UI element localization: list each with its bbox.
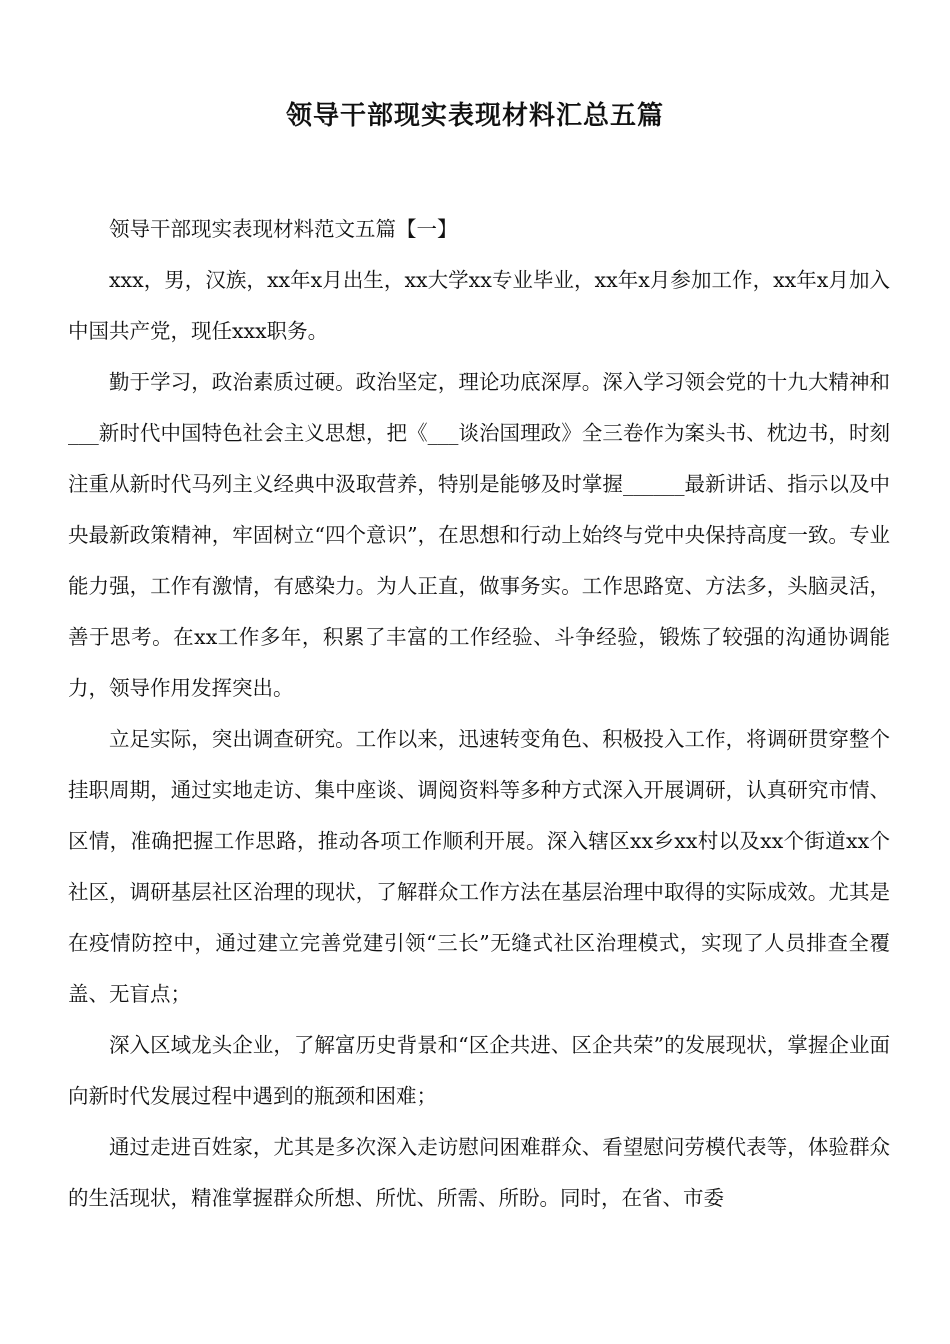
paragraph-enterprises: 深入区域龙头企业，了解富历史背景和“区企共进、区企共荣”的发展现状，掌握企业面向新时代发展过程中遇到的瓶颈和困难；: [68, 1033, 890, 1108]
section-heading: 领导干部现实表现材料范文五篇【一】: [109, 217, 458, 241]
document-title: 领导干部现实表现材料汇总五篇: [285, 101, 664, 131]
document-body: [68, 204, 890, 1224]
paragraph-study: 勤于学习，政治素质过硬。政治坚定，理论功底深厚。深入学习领会党的十九大精神和___新时代中国特色社会主义思想，把《___谈治国理政》全三卷作为案头书、枕边书，时刻注重从新时代马列主义经典中汲取营养，特别是能够及时掌握______最新讲话、指示以及中央最新政策精神，牢固树立“四个意识”，在思想和行动上始终与党中央保持高度一致。专业能力强，工作有激情，有感染力。为人正直，做事务实。工作思路宽、方法多，头脑灵活，善于思考。在xx工作多年，积累了丰富的工作经验、斗争经验，锻炼了较强的沟通协调能力，领导作用发挥突出。: [68, 370, 890, 700]
paragraph-profile: xxx，男，汉族，xx年x月出生，xx大学xx专业毕业，xx年x月参加工作，xx年x月加入中国共产党，现任xxx职务。: [68, 268, 890, 343]
paragraph-households: 通过走进百姓家，尤其是多次深入走访慰问困难群众、看望慰问劳模代表等，体验群众的生活现状，精准掌握群众所想、所忧、所需、所盼。同时，在省、市委: [68, 1135, 890, 1210]
paragraph-research: 立足实际，突出调查研究。工作以来，迅速转变角色、积极投入工作，将调研贯穿整个挂职周期，通过实地走访、集中座谈、调阅资料等多种方式深入开展调研，认真研究市情、区情，准确把握工作思路，推动各项工作顺利开展。深入辖区xx乡xx村以及xx个街道xx个社区，调研基层社区治理的现状，了解群众工作方法在基层治理中取得的实际成效。尤其是在疫情防控中，通过建立完善党建引领“三长”无缝式社区治理模式，实现了人员排查全覆盖、无盲点；: [68, 727, 890, 1006]
